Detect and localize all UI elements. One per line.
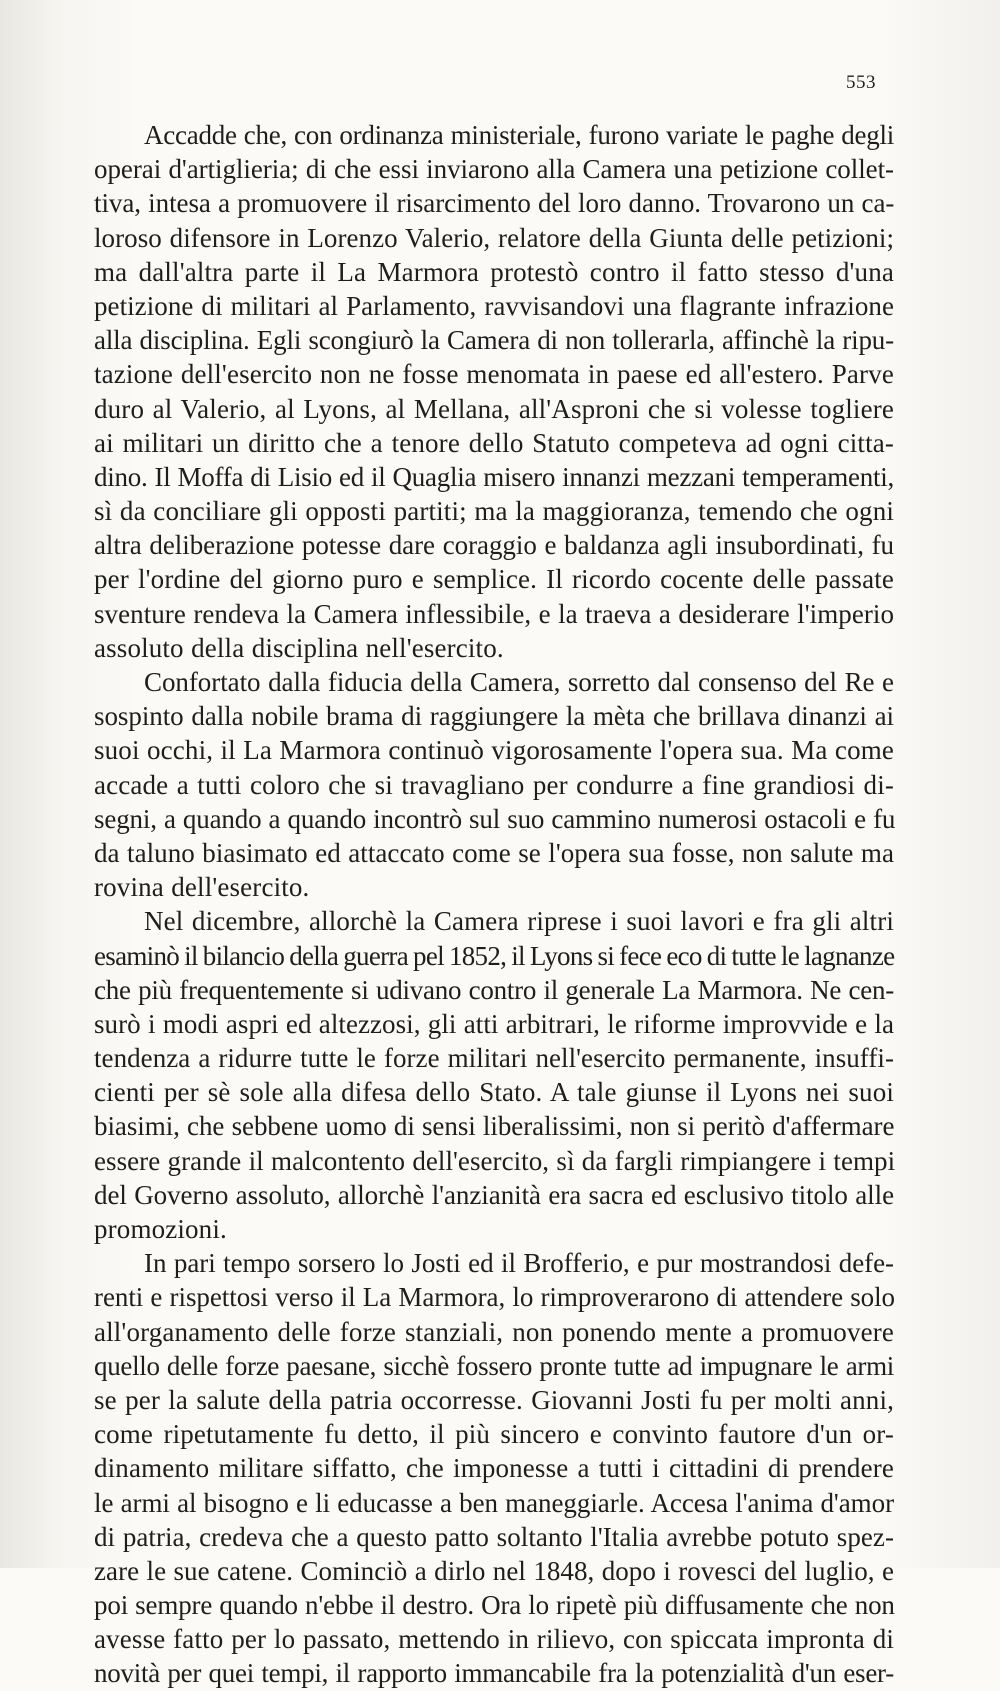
- text-line: surò i modi aspri ed altezzosi, gli atti arbitrari, le riforme improvvide e la: [94, 1008, 894, 1039]
- paragraph-2: [94, 665, 894, 904]
- text-line: se per la salute della patria occorresse. Giovanni Josti fu per molti anni,: [94, 1384, 894, 1415]
- text-line: rovina dell'esercito.: [94, 872, 310, 903]
- paragraph-1: [94, 118, 894, 665]
- text-line: ma dall'altra parte il La Marmora protestò contro il fatto stesso d'una: [94, 256, 894, 287]
- text-line: essere grande il malcontento dell'esercito, sì da fargli rimpiangere i tempi: [94, 1145, 896, 1176]
- text-line: quello delle forze paesane, sicchè fossero pronte tutte ad impugnare le armi: [94, 1350, 894, 1381]
- page-number: 553: [846, 72, 876, 93]
- text-line: promozioni.: [94, 1214, 227, 1244]
- text-line: all'organamento delle forze stanziali, non ponendo mente a promuovere: [94, 1316, 894, 1347]
- text-line: petizione di militari al Parlamento, ravvisandovi una flagrante infrazione: [94, 290, 894, 321]
- text-line: dinamento militare siffatto, che imponesse a tutti i cittadini di prendere: [94, 1453, 894, 1484]
- text-line: Accadde che, con ordinanza ministeriale, furono variate le paghe degli: [144, 120, 894, 150]
- text-line: renti e rispettosi verso il La Marmora, lo rimproverarono di attendere solo: [94, 1282, 896, 1313]
- text-line: di patria, credeva che a questo patto soltanto l'Italia avrebbe potuto spez-: [94, 1521, 894, 1552]
- text-line: suoi occhi, il La Marmora continuò vigorosamente l'opera sua. Ma come: [94, 735, 894, 766]
- text-line: sospinto dalla nobile brama di raggiungere la mèta che brillava dinanzi ai: [94, 701, 894, 732]
- text-line: operai d'artiglieria; di che essi inviarono alla Camera una petizione collet-: [94, 154, 894, 185]
- text-line: Confortato dalla fiducia della Camera, sorretto dal consenso del Re e: [144, 667, 894, 697]
- text-line: tazione dell'esercito non ne fosse menomata in paese ed all'estero. Parve: [94, 359, 894, 390]
- text-line: che più frequentemente si udivano contro il generale La Marmora. Ne cen-: [94, 974, 894, 1005]
- text-line: altra deliberazione potesse dare coraggio e baldanza agli insubordinati, fu: [94, 530, 894, 561]
- text-line: del Governo assoluto, allorchè l'anzianità era sacra ed esclusivo titolo alle: [94, 1179, 894, 1210]
- body-text: [94, 118, 894, 1691]
- text-line: cienti per sè sole alla difesa dello Stato. A tale giunse il Lyons nei suoi: [94, 1077, 894, 1108]
- text-line: poi sempre quando n'ebbe il destro. Ora lo ripetè più diffusamente che non: [94, 1590, 895, 1621]
- text-line: sventure rendeva la Camera inflessibile, e la traeva a desiderare l'imperio: [94, 598, 894, 629]
- text-line: novità per quei tempi, il rapporto immancabile fra la potenzialità d'un eser-: [94, 1658, 894, 1689]
- text-line: come ripetutamente fu detto, il più sincero e convinto fautore d'un or-: [94, 1419, 894, 1450]
- text-line: In pari tempo sorsero lo Josti ed il Brofferio, e pur mostrandosi defe-: [144, 1248, 894, 1279]
- text-line: assoluto della disciplina nell'esercito.: [94, 632, 504, 663]
- text-line: biasimi, che sebbene uomo di sensi liberalissimi, non si peritò d'affermare: [94, 1111, 895, 1142]
- text-line: alla disciplina. Egli scongiurò la Camera di non tollerarla, affinchè la ripu-: [94, 325, 894, 356]
- paragraph-4: [94, 1246, 894, 1690]
- text-line: le armi al bisogno e li educasse a ben maneggiarle. Accesa l'anima d'amor: [94, 1487, 895, 1518]
- text-line: accade a tutti coloro che si travagliano per condurre a fine grandiosi di-: [94, 769, 894, 800]
- text-line: duro al Valerio, al Lyons, al Mellana, all'Asproni che si volesse togliere: [94, 393, 894, 424]
- text-line: zare le sue catene. Cominciò a dirlo nel 1848, dopo i rovesci del luglio, e: [94, 1555, 894, 1586]
- paragraph-3: [94, 904, 894, 1246]
- text-line: tiva, intesa a promuovere il risarcimento del loro danno. Trovarono un ca-: [94, 188, 895, 219]
- text-line: avesse fatto per lo passato, mettendo in rilievo, con spiccata impronta di: [94, 1624, 894, 1655]
- text-line: da taluno biasimato ed attaccato come se l'opera sua fosse, non salute ma: [94, 837, 894, 868]
- text-line: tendenza a ridurre tutte le forze militari nell'esercito permanente, insuffi-: [94, 1043, 894, 1074]
- text-line: esaminò il bilancio della guerra pel 1852, il Lyons si fece eco di tutte le lagnanze: [94, 940, 895, 971]
- text-line: segni, a quando a quando incontrò sul suo cammino numerosi ostacoli e fu: [94, 803, 896, 834]
- text-line: loroso difensore in Lorenzo Valerio, relatore della Giunta delle petizioni;: [94, 222, 894, 253]
- text-line: ai militari un diritto che a tenore dello Statuto competeva ad ogni citta-: [94, 427, 894, 458]
- text-line: dino. Il Moffa di Lisio ed il Quaglia misero innanzi mezzani temperamenti,: [94, 461, 895, 492]
- text-line: Nel dicembre, allorchè la Camera riprese i suoi lavori e fra gli altri: [144, 906, 894, 937]
- text-line: per l'ordine del giorno puro e semplice. Il ricordo cocente delle passate: [94, 564, 894, 595]
- text-line: sì da conciliare gli opposti partiti; ma la maggioranza, temendo che ogni: [94, 496, 894, 527]
